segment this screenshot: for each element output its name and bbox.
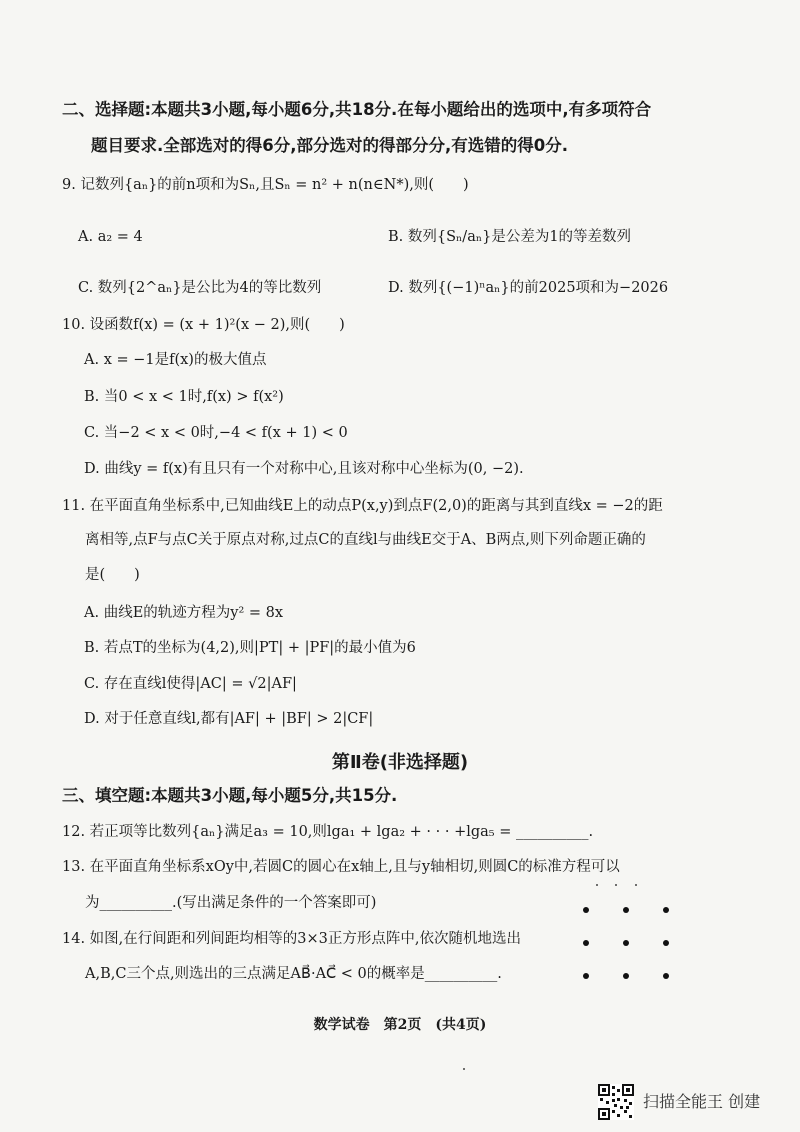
scan-speck (463, 1068, 465, 1070)
q9-option-c: C. 数列{2^aₙ}是公比为4的等比数列 (78, 280, 322, 296)
grid-dot (623, 940, 629, 946)
q10-stem: 10. 设函数f(x) = (x + 1)²(x − 2),则( ) (62, 317, 345, 333)
grid-dot (583, 907, 589, 913)
grid-dot (623, 907, 629, 913)
part2-title: 第Ⅱ卷(非选择题) (331, 752, 469, 773)
q11-option-b: B. 若点T的坐标为(4,2),则|PT| + |PF|的最小值为6 (84, 640, 416, 656)
scan-speck (596, 884, 598, 886)
section2-header-line2: 题目要求.全部选对的得6分,部分选对的得部分分,有选错的得0分. (91, 136, 569, 155)
grid-dot (583, 973, 589, 979)
q11-option-c: C. 存在直线l使得|AC| = √2|AF| (84, 676, 297, 692)
q10-option-d: D. 曲线y = f(x)有且只有一个对称中心,且该对称中心坐标为(0, −2). (84, 461, 524, 477)
q10-option-b: B. 当0 < x < 1时,f(x) > f(x²) (84, 389, 284, 405)
scan-speck (615, 884, 617, 886)
q14-stem-line2: A,B,C三个点,则选出的三点满足AB⃗·AC⃗ < 0的概率是__________. (85, 966, 502, 982)
q11-option-a: A. 曲线E的轨迹方程为y² = 8x (84, 605, 284, 621)
q9-option-d: D. 数列{(−1)ⁿaₙ}的前2025项和为−2026 (388, 280, 669, 296)
q9-option-a: A. a₂ = 4 (78, 229, 143, 245)
q9-stem: 9. 记数列{aₙ}的前n项和为Sₙ,且Sₙ = n² + n(n∈N*),则( ) (62, 177, 469, 193)
q13-stem-line1: 13. 在平面直角坐标系xOy中,若圆C的圆心在x轴上,且与y轴相切,则圆C的标准方程可以 (62, 859, 620, 875)
dot-grid-3x3 (583, 902, 679, 992)
page-footer: 数学试卷 第2页 (共4页) (313, 1017, 487, 1033)
grid-dot (663, 907, 669, 913)
section3-header: 三、填空题:本题共3小题,每小题5分,共15分. (62, 786, 398, 805)
q9-option-b: B. 数列{Sₙ/aₙ}是公差为1的等差数列 (388, 229, 632, 245)
q10-option-a: A. x = −1是f(x)的极大值点 (84, 352, 267, 368)
grid-dot (663, 940, 669, 946)
q14-stem-line1: 14. 如图,在行间距和列间距均相等的3×3正方形点阵中,依次随机地选出 (62, 931, 521, 947)
q11-stem-line2: 离相等,点F与点C关于原点对称,过点C的直线l与曲线E交于A、B两点,则下列命题正确的 (85, 532, 646, 548)
grid-dot (583, 940, 589, 946)
q12-stem: 12. 若正项等比数列{aₙ}满足a₃ = 10,则lga₁ + lga₂ + · · · +lga₅ = __________. (62, 824, 594, 840)
section2-header-line1: 二、选择题:本题共3小题,每小题6分,共18分.在每小题给出的选项中,有多项符合 (62, 100, 652, 119)
qr-code-icon (598, 1084, 634, 1120)
q10-option-c: C. 当−2 < x < 0时,−4 < f(x + 1) < 0 (84, 425, 348, 441)
q11-stem-line1: 11. 在平面直角坐标系中,已知曲线E上的动点P(x,y)到点F(2,0)的距离与其到直线x = −2的距 (62, 498, 663, 514)
q13-stem-line2: 为__________.(写出满足条件的一个答案即可) (85, 895, 377, 911)
q11-option-d: D. 对于任意直线l,都有|AF| + |BF| > 2|CF| (84, 711, 374, 727)
scan-speck (635, 884, 637, 886)
scanner-brand-watermark: 扫描全能王 创建 (643, 1092, 761, 1111)
grid-dot (623, 973, 629, 979)
q11-stem-line3: 是( ) (85, 567, 140, 583)
grid-dot (663, 973, 669, 979)
